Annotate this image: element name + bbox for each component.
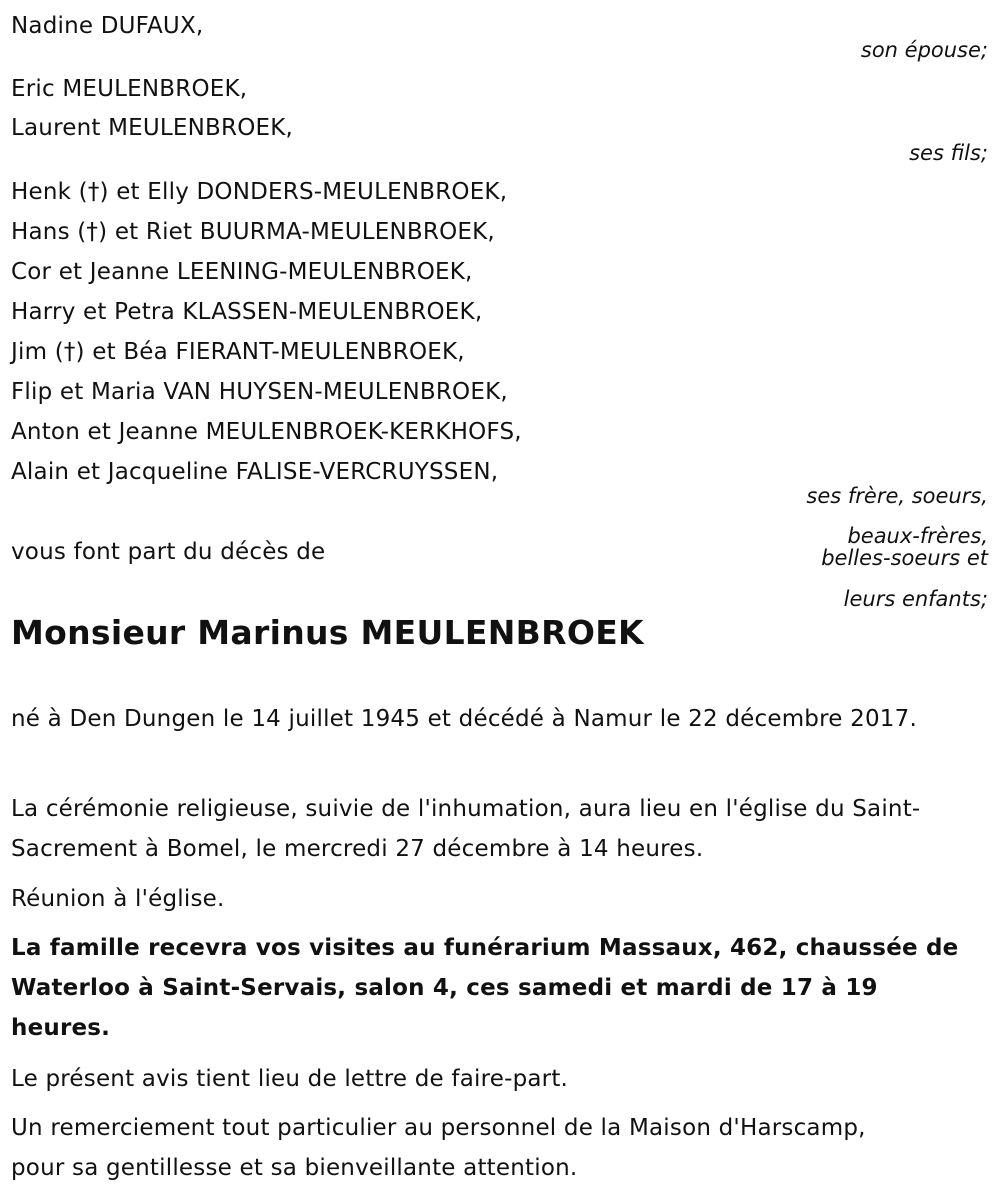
sibling-name: Hans (†) et Riet BUURMA-MEULENBROEK, bbox=[11, 219, 495, 245]
siblings-role-line: belles-soeurs et bbox=[821, 546, 988, 570]
sibling-name: Cor et Jeanne LEENING-MEULENBROEK, bbox=[11, 259, 473, 285]
ceremony-paragraph: La cérémonie religieuse, suivie de l'inhumation, aura lieu en l'église du Saint-Sacrement à Bomel, le mercredi 27 décembre à 14 heures. bbox=[11, 796, 921, 862]
siblings-role-line: beaux-frères, bbox=[847, 524, 988, 548]
sons-role: ses fils; bbox=[909, 141, 988, 165]
notice-paragraph: Le présent avis tient lieu de lettre de faire-part. bbox=[11, 1066, 569, 1092]
visits-paragraph: La famille recevra vos visites au funérarium Massaux, 462, chaussée de Waterloo à Saint-Servais, salon 4, ces samedi et mardi de 17 à 19 heures. bbox=[11, 935, 959, 1041]
meeting-paragraph: Réunion à l'église. bbox=[11, 886, 225, 912]
sibling-name: Harry et Petra KLASSEN-MEULENBROEK, bbox=[11, 299, 483, 325]
son-name: Laurent MEULENBROEK, bbox=[11, 115, 294, 141]
siblings-role-line: ses frère, soeurs, bbox=[806, 484, 988, 508]
announcement-text: vous font part du décès de bbox=[11, 539, 326, 565]
thanks-paragraph: Un remerciement tout particulier au personnel de la Maison d'Harscamp, pour sa gentillesse et sa bienveillante attention. bbox=[11, 1115, 866, 1181]
son-name: Eric MEULENBROEK, bbox=[11, 76, 248, 102]
spouse-name: Nadine DUFAUX, bbox=[11, 13, 204, 39]
sibling-name: Henk (†) et Elly DONDERS-MEULENBROEK, bbox=[11, 179, 508, 205]
sibling-name: Anton et Jeanne MEULENBROEK-KERKHOFS, bbox=[11, 419, 522, 445]
sibling-name: Jim (†) et Béa FIERANT-MEULENBROEK, bbox=[11, 339, 465, 365]
birth-death-paragraph: né à Den Dungen le 14 juillet 1945 et décédé à Namur le 22 décembre 2017. bbox=[11, 706, 917, 732]
siblings-role-line: leurs enfants; bbox=[843, 587, 988, 611]
spouse-role: son épouse; bbox=[860, 38, 988, 62]
sibling-name: Alain et Jacqueline FALISE-VERCRUYSSEN, bbox=[11, 459, 499, 485]
sibling-name: Flip et Maria VAN HUYSEN-MEULENBROEK, bbox=[11, 379, 508, 405]
deceased-name: Monsieur Marinus MEULENBROEK bbox=[11, 613, 644, 652]
